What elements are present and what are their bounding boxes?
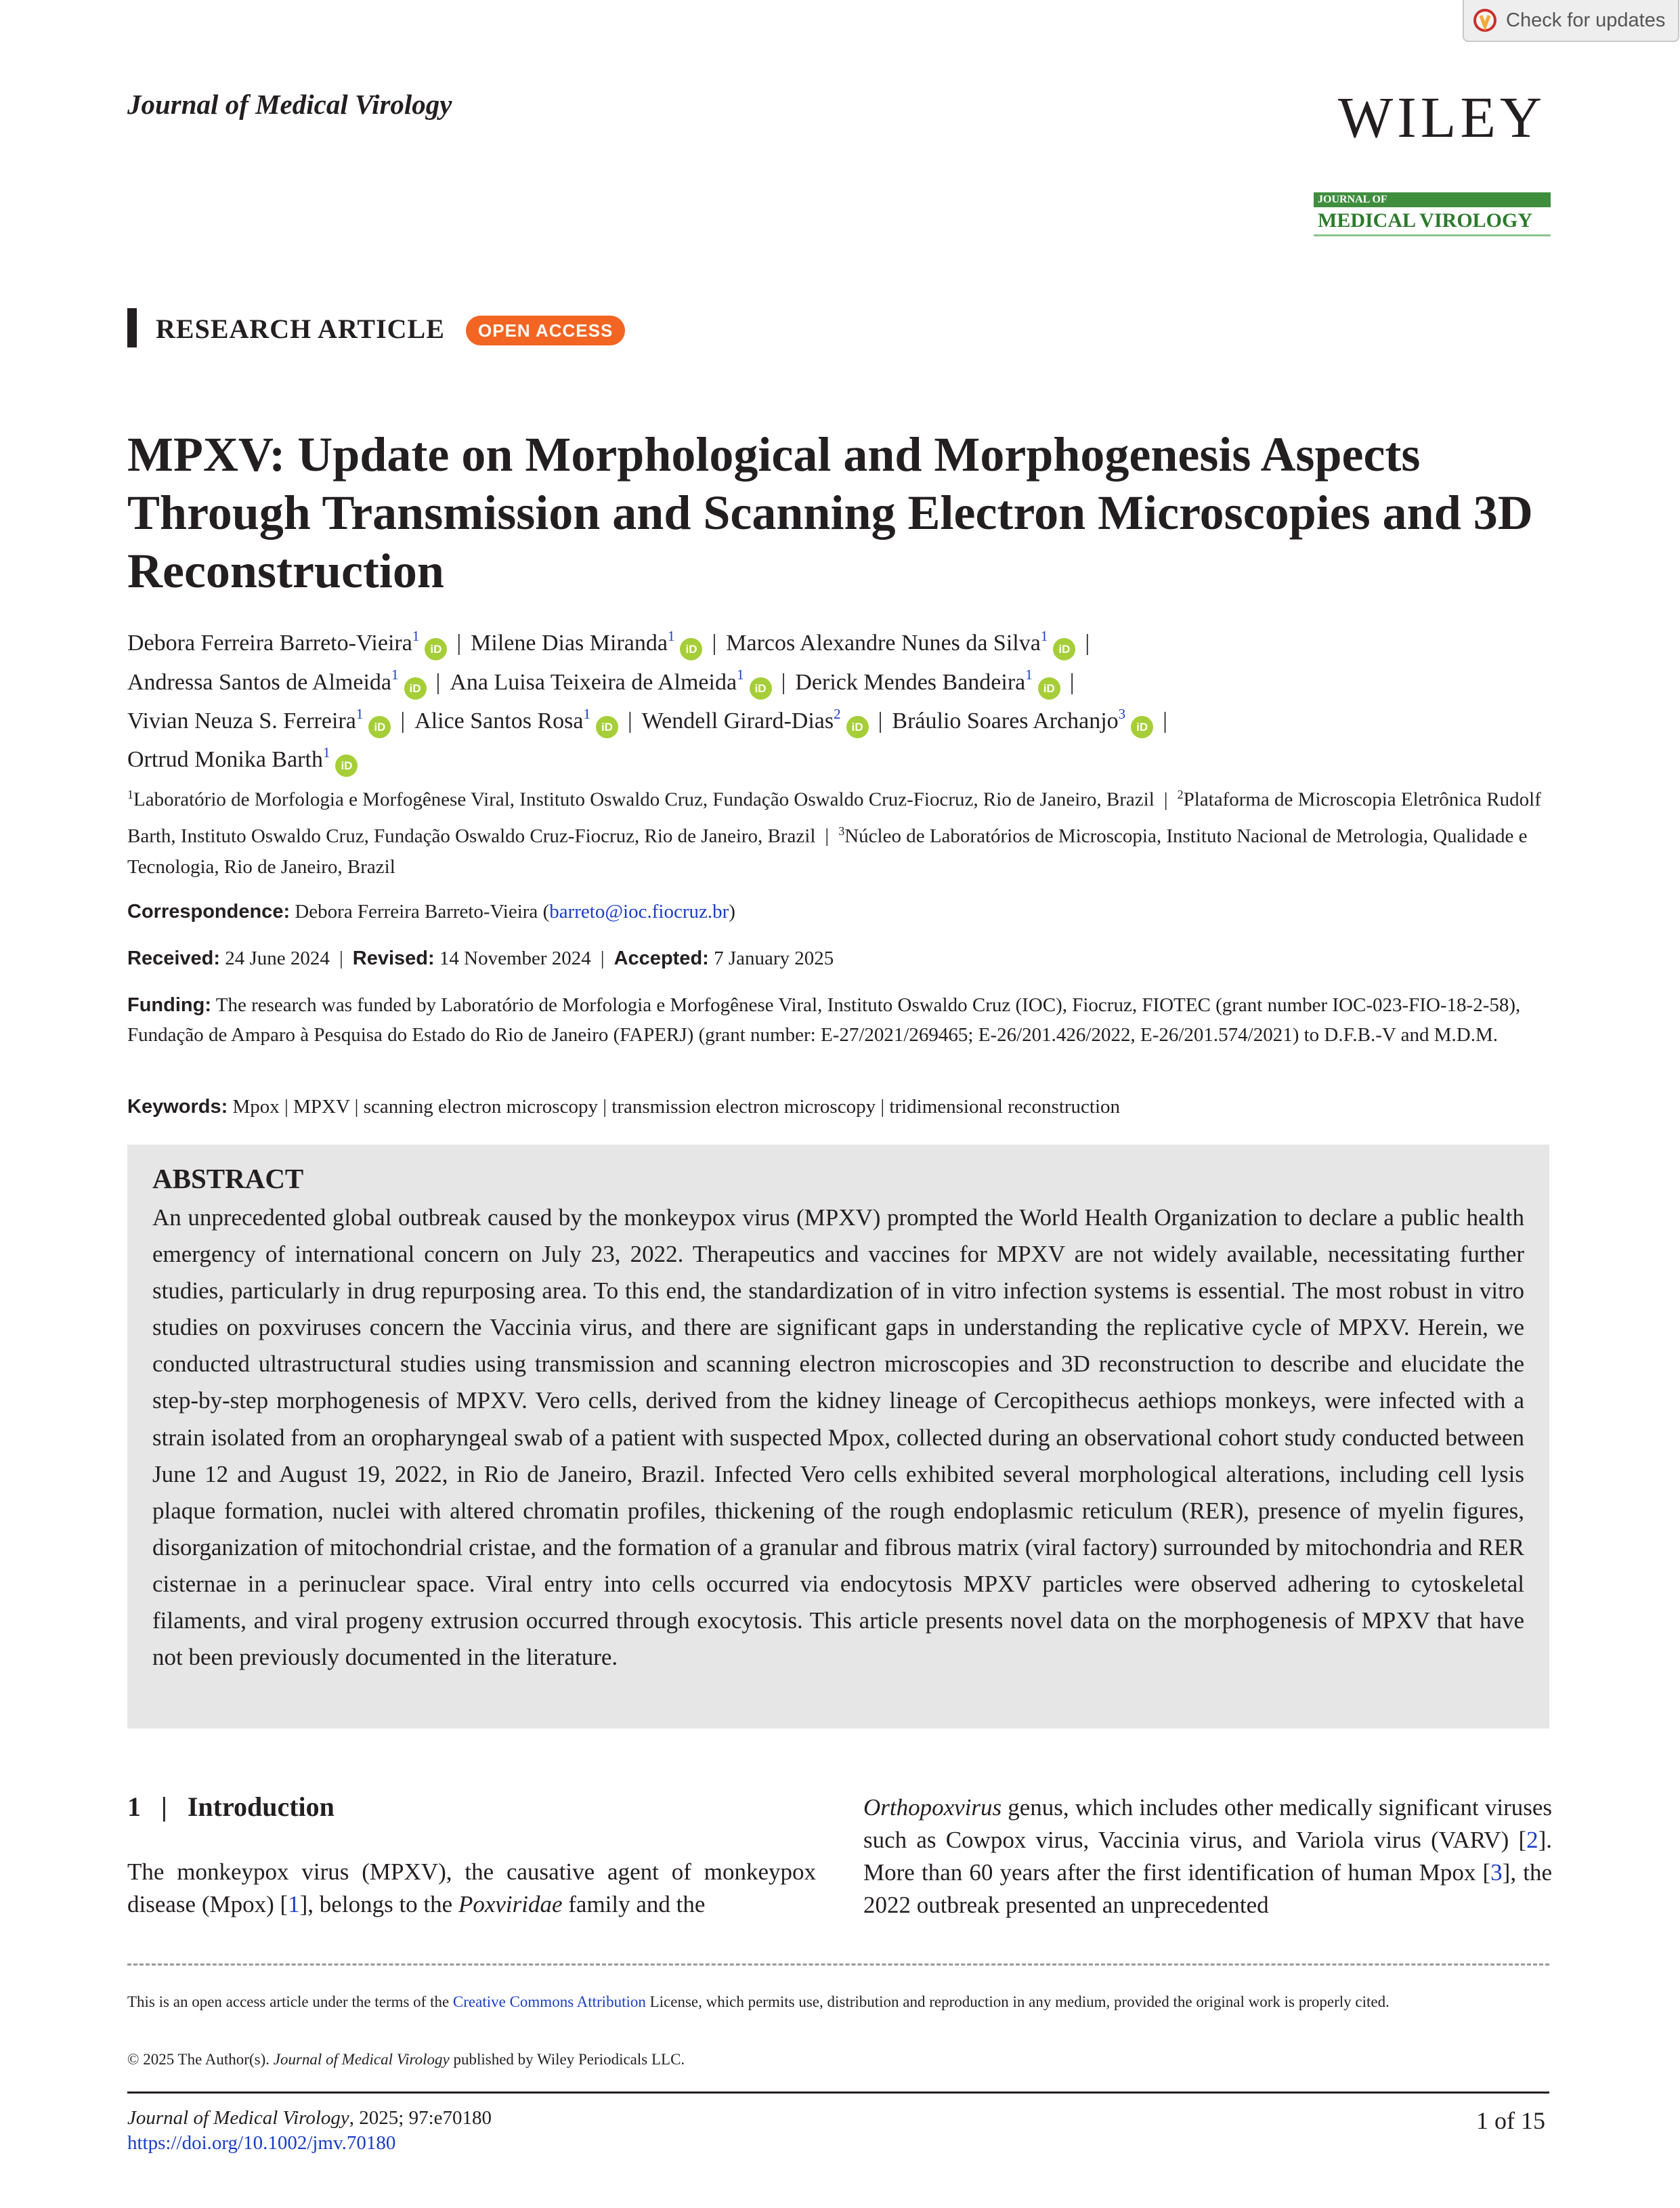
orcid-icon[interactable]: iD	[425, 638, 447, 660]
author-list: Debora Ferreira Barreto-Vieira$^1$iD | Milene Dias Miranda$^1$iD | Marcos Alexandre Nunes da Silva$^1$iD | Andressa Santos de Almeida$^1$iD | Ana Luisa Teixeira de Almeida$^1$iD | Derick Mendes Bandeira$^1$iD | Vivian Neuza S. Ferreira$^1$iD | Alice Santos Rosa$^1$iD | Wendell Girard-Dias$^2$iD | Bráulio Soares Archanjo$^3$iD | Ortrud Monika Barth$^1$iD	[127, 622, 1563, 777]
abstract-heading: ABSTRACT	[152, 1163, 304, 1194]
orcid-icon[interactable]: iD	[335, 755, 358, 777]
author[interactable]: Milene Dias Miranda$^1$iD	[471, 631, 702, 656]
orcid-icon[interactable]: iD	[368, 716, 391, 738]
reference-link[interactable]: 3	[1490, 1859, 1503, 1886]
copyright: © 2025 The Author(s). Journal of Medical Virology published by Wiley Periodicals LLC.	[127, 2051, 685, 2068]
check-updates-label: Check for updates	[1506, 9, 1666, 31]
article-type: RESEARCH ARTICLE	[156, 314, 445, 344]
author[interactable]: Marcos Alexandre Nunes da Silva$^1$iD	[726, 631, 1075, 656]
check-for-updates-button[interactable]	[1463, 0, 1679, 42]
article-dates: Received: 24 June 2024 | Revised: 14 November 2024 | Accepted: 7 January 2025	[127, 948, 834, 969]
section-marker	[127, 308, 137, 347]
orcid-icon[interactable]: iD	[1131, 716, 1153, 738]
journal-name: Journal of Medical Virology	[127, 89, 452, 120]
license-link[interactable]: Creative Commons Attribution	[452, 1993, 646, 2010]
author[interactable]: Ana Luisa Teixeira de Almeida$^1$iD	[450, 670, 771, 695]
email-link[interactable]: barreto@ioc.fiocruz.br	[549, 901, 729, 922]
intro-column-right: Orthopoxvirus genus, which includes other medically significant viruses such as Cowpox virus, Vaccinia virus, and Variola virus (VARV) [2]. More than 60 years after the first identification of human Mpox [3], the 2022 outbreak presented an unprecedented	[863, 1794, 1552, 1918]
author[interactable]: Wendell Girard-Dias$^2$iD	[642, 708, 869, 734]
journal-logo-line1: JOURNAL OF	[1314, 192, 1551, 207]
wiley-logo: WILEY	[1338, 85, 1546, 150]
keywords: Keywords: Mpox | MPXV | scanning electron microscopy | transmission electron microscopy | tridimensional reconstruction	[127, 1096, 1121, 1118]
author[interactable]: Derick Mendes Bandeira$^1$iD	[795, 670, 1060, 695]
affiliation-3: Núcleo de Laboratórios de Microscopia, Instituto Nacional de Metrologia, Qualidade e Tecnologia, Rio de Janeiro, Brazil	[127, 825, 1528, 878]
affiliation-1: Laboratório de Morfologia e Morfogênese Viral, Instituto Oswaldo Cruz, Fundação Oswaldo Cruz-Fiocruz, Rio de Janeiro, Brazil	[133, 788, 1155, 811]
article-title: MPXV: Update on Morphological and Morphogenesis Aspects Through Transmission and Scanning Electron Microscopies and 3D Reconstruction	[127, 427, 1533, 598]
orcid-icon[interactable]: iD	[680, 638, 702, 660]
open-access-badge: OPEN ACCESS	[466, 316, 625, 345]
affiliation-2: Plataforma de Microscopia Eletrônica Rudolf Barth, Instituto Oswaldo Cruz, Fundação Oswaldo Cruz-Fiocruz, Rio de Janeiro, Brazil	[127, 788, 1541, 847]
affiliations: $^1$Laboratório de Morfologia e Morfogênese Viral, Instituto Oswaldo Cruz, Fundação Oswaldo Cruz-Fiocruz, Rio de Janeiro, Brazil | $^2$Plataforma de Microscopia Eletrônica Rudolf Barth, Instituto Oswaldo Cruz, Fundação Oswaldo Cruz-Fiocruz, Rio de Janeiro, Brazil | $^3$Núcleo de Laboratórios de Microscopia, Instituto Nacional de Metrologia, Qualidade e Tecnologia, Rio de Janeiro, Brazil	[127, 788, 1541, 878]
correspondence: Correspondence: Debora Ferreira Barreto-Vieira (barreto@ioc.fiocruz.br)	[127, 901, 735, 922]
author[interactable]: Alice Santos Rosa$^1$iD	[414, 708, 618, 734]
orcid-icon[interactable]: iD	[596, 716, 618, 738]
divider	[127, 1963, 1549, 1966]
page-number: 1 of 15	[1476, 2107, 1545, 2134]
journal-logo	[1314, 192, 1551, 236]
author[interactable]: Ortrud Monika Barth$^1$iD	[127, 747, 358, 772]
journal-logo-line2: MEDICAL VIROLOGY	[1314, 207, 1551, 236]
orcid-icon[interactable]: iD	[750, 677, 772, 700]
author[interactable]: Vivian Neuza S. Ferreira$^1$iD	[127, 708, 391, 734]
doi-link[interactable]: https://doi.org/10.1002/jmv.70180	[127, 2132, 396, 2154]
footer-rule	[127, 2092, 1549, 2094]
license-notice: This is an open access article under the terms of the Creative Commons Attribution License, which permits use, distribution and reproduction in any medium, provided the original work is properly cited.	[127, 1993, 1390, 2010]
author[interactable]: Andressa Santos de Almeida$^1$iD	[127, 670, 427, 695]
orcid-icon[interactable]: iD	[1053, 638, 1075, 660]
orcid-icon[interactable]: iD	[1038, 677, 1060, 700]
reference-link[interactable]: 1	[288, 1891, 300, 1917]
author[interactable]: Debora Ferreira Barreto-Vieira$^1$iD	[127, 631, 447, 656]
section-heading-introduction: 1 | Introduction	[127, 1791, 335, 1822]
author[interactable]: Bráulio Soares Archanjo$^3$iD	[892, 708, 1153, 734]
reference-link[interactable]: 2	[1526, 1827, 1538, 1853]
abstract-text: An unprecedented global outbreak caused by the monkeypox virus (MPXV) prompted the World Health Organization to declare a public health emergency of international concern on July 23, 2022. Therapeutics and vaccines for MPXV are not widely available, necessitating further studies, particularly in drug repurposing area. To this end, the standardization of in vitro infection systems is essential. The most robust in vitro studies on poxviruses concern the Vaccinia virus, and there are significant gaps in understanding the replicative cycle of MPXV. Herein, we conducted ultrastructural studies using transmission and scanning electron microscopies and 3D reconstruction to describe and elucidate the step-by-step morphogenesis of MPXV. Vero cells, derived from the kidney lineage of Cercopithecus aethiops monkeys, were infected with a strain isolated from an oropharyngeal swab of a patient with suspected Mpox, collected during an observational cohort study conducted between June 12 and August 19, 2022, in Rio de Janeiro, Brazil. Infected Vero cells exhibited several morphological alterations, including cell lysis plaque formation, nuclei with altered chromatin profiles, thickening of the rough endoplasmic reticulum (RER), presence of myelin figures, disorganization of mitochondrial cristae, and the formation of a granular and fibrous matrix (viral factory) surrounded by mitochondria and RER cisternae in a perinuclear space. Viral entry into cells occurred via endocytosis MPXV particles were observed adhering to cytoskeletal filaments, and viral progeny extrusion occurred through exocytosis. This article presents novel data on the morphogenesis of MPXV that have not been previously documented in the literature.	[152, 1204, 1524, 1671]
orcid-icon[interactable]: iD	[404, 677, 427, 700]
intro-column-left: The monkeypox virus (MPXV), the causative agent of monkeypox disease (Mpox) [1], belongs to the Poxviridae family and the	[127, 1859, 816, 1917]
funding: Funding: The research was funded by Laboratório de Morfologia e Morfogênese Viral, Instituto Oswaldo Cruz (IOC), Fiocruz, FIOTEC (grant number IOC-023-FIO-18-2-58), Fundação de Amparo à Pesquisa do Estado do Rio de Janeiro (FAPERJ) (grant number: E-27/2021/269465; E-26/201.426/2022, E-26/201.574/2021) to D.F.B.-V and M.D.M.	[127, 994, 1521, 1046]
check-updates-icon	[1473, 9, 1496, 32]
orcid-icon[interactable]: iD	[846, 716, 869, 738]
footer-citation: Journal of Medical Virology, 2025; 97:e70180	[127, 2107, 492, 2129]
